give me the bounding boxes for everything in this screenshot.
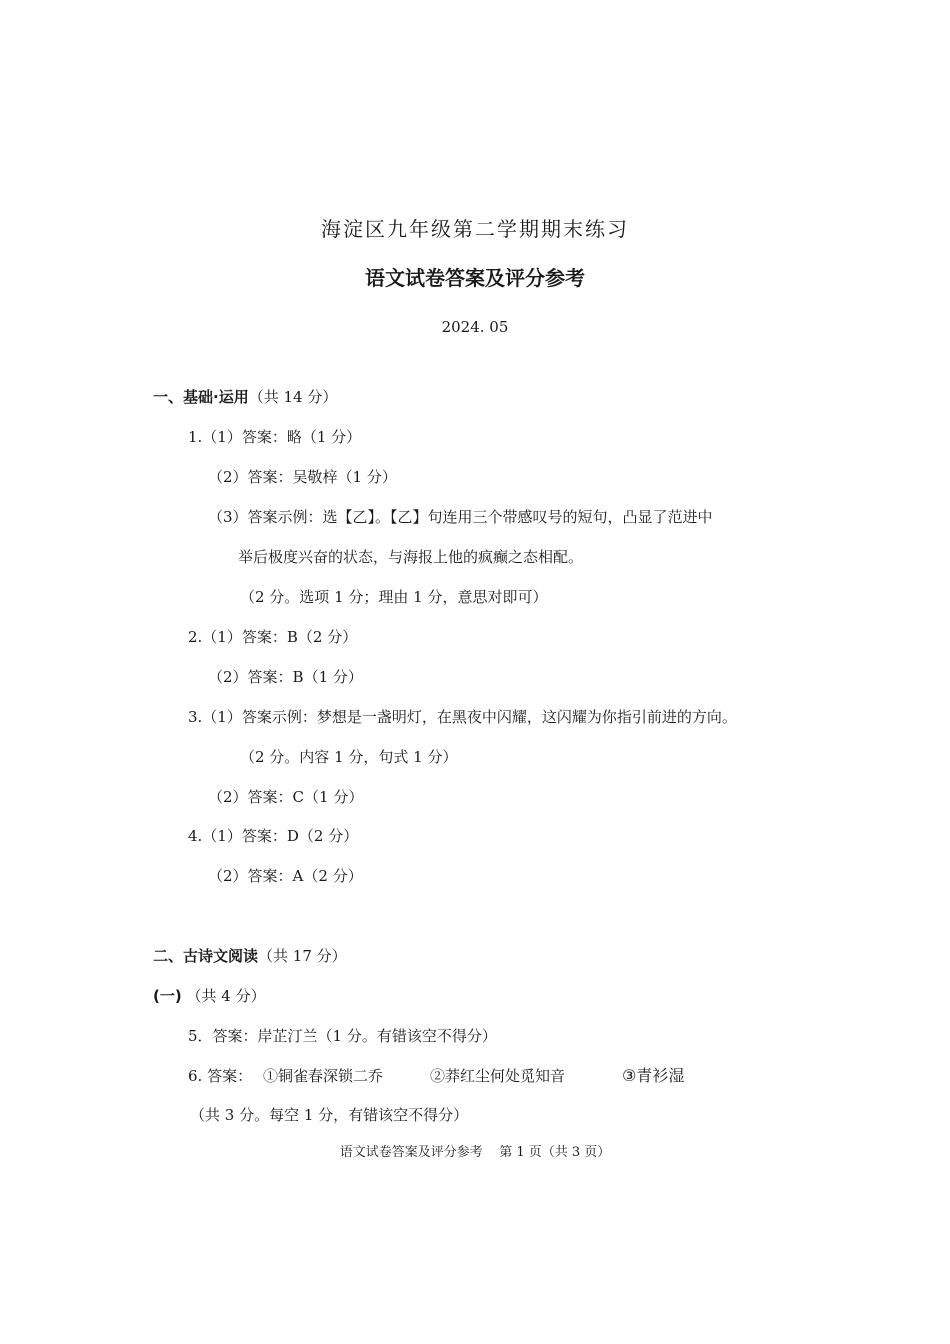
document-title: 海淀区九年级第二学期期末练习 bbox=[321, 217, 629, 241]
subsection-1-heading bbox=[153, 986, 266, 1006]
answer-q2-1: 2.（1）答案：B（2 分） bbox=[188, 628, 358, 646]
answer-q6-scoring: （共 3 分。每空 1 分，有错该空不得分） bbox=[190, 1106, 469, 1124]
answer-q1-3-scoring: （2 分。选项 1 分；理由 1 分，意思对即可） bbox=[240, 588, 548, 606]
subsection-1-title: (一) bbox=[153, 987, 182, 1005]
answer-q3-1-scoring: （2 分。内容 1 分，句式 1 分） bbox=[240, 748, 458, 766]
section-2-title: 二、古诗文阅读 bbox=[153, 947, 259, 965]
answer-q6-blank-3: ③青衫湿 bbox=[622, 1066, 685, 1085]
answer-q6-blank-1: ①铜雀春深锁二乔 bbox=[263, 1067, 384, 1085]
answer-q3-2: （2）答案：C（1 分） bbox=[208, 788, 364, 806]
section-1-heading bbox=[153, 387, 337, 407]
document-date: 2024. 05 bbox=[441, 318, 509, 336]
answer-q1-3-line2: 举后极度兴奋的状态，与海报上他的疯癫之态相配。 bbox=[238, 548, 584, 566]
answer-q1-1: 1.（1）答案：略（1 分） bbox=[188, 428, 362, 446]
answer-q1-2: （2）答案：吴敬梓（1 分） bbox=[208, 468, 397, 486]
answer-q5: 5．答案：岸芷汀兰（1 分。有错该空不得分） bbox=[188, 1027, 497, 1045]
page-footer: 语文试卷答案及评分参考 第 1 页（共 3 页） bbox=[339, 1145, 611, 1160]
answer-q3-1: 3.（1）答案示例：梦想是一盏明灯，在黑夜中闪耀，这闪耀为你指引前进的方向。 bbox=[188, 708, 737, 726]
answer-q6-label: 6. 答案： bbox=[188, 1067, 253, 1085]
answer-q6-blank-2: ②莽红尘何处觅知音 bbox=[430, 1067, 566, 1085]
document-subtitle: 语文试卷答案及评分参考 bbox=[365, 266, 585, 290]
section-1-score: （共 14 分） bbox=[248, 388, 338, 406]
answer-q4-1: 4.（1）答案：D（2 分） bbox=[188, 827, 359, 845]
subsection-1-score: （共 4 分） bbox=[186, 987, 266, 1005]
section-1-title: 一、基础·运用 bbox=[153, 388, 249, 406]
section-2-heading bbox=[153, 946, 347, 966]
answer-q4-2: （2）答案：A（2 分） bbox=[208, 867, 363, 885]
section-2-score: （共 17 分） bbox=[258, 947, 347, 965]
answer-q2-2: （2）答案：B（1 分） bbox=[208, 668, 363, 686]
answer-q1-3-line1: （3）答案示例：选【乙】。【乙】句连用三个带感叹号的短句，凸显了范进中 bbox=[208, 508, 713, 526]
